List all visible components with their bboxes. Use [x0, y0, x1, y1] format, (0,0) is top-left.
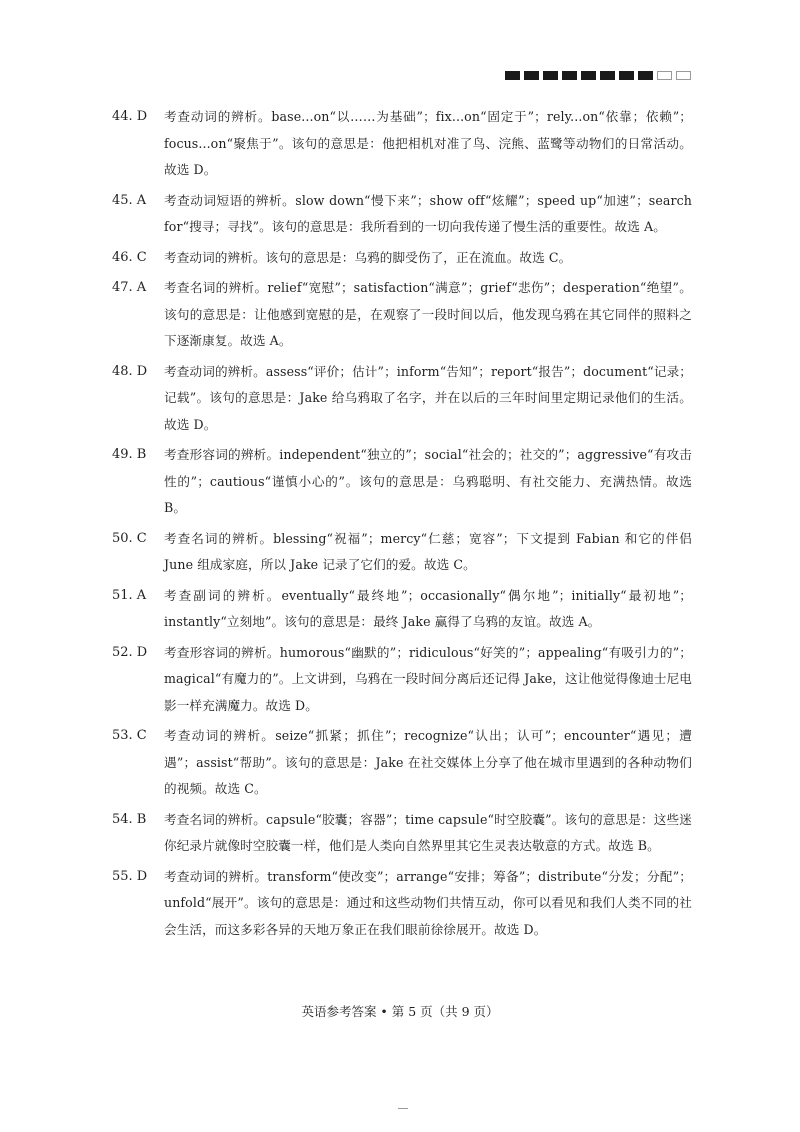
answer-number: 49. B	[112, 447, 147, 462]
progress-mark-filled	[600, 71, 615, 80]
progress-mark-filled	[524, 71, 539, 80]
answer-explanation: 考查形容词的辨析。independent“独立的”；social“社会的；社交的”；aggressive“有攻击性的”；cautious“谨慎小心的”。该句的意思是：乌鸦聪明、有社交能力、充满热情。故选 B。	[164, 447, 692, 515]
answer-explanation: 考查动词的辨析。transform“使改变”；arrange“安排；筹备”；distribute“分发；分配”；unfold“展开”。该句的意思是：通过和这些动物们共情互动，你可以看见和我们人类不同的社会生活，而这多彩各异的天地万象正在我们眼前徐徐展开。故选 D。	[164, 868, 692, 937]
progress-mark-filled	[619, 71, 634, 80]
scan-artifact-mark	[398, 1108, 408, 1109]
page-progress-marks	[505, 71, 691, 80]
answer-item	[112, 807, 692, 860]
progress-mark-filled	[562, 71, 577, 80]
answer-number: 50. C	[112, 530, 147, 546]
answer-item	[112, 864, 692, 944]
progress-mark-filled	[543, 71, 558, 80]
answer-explanation: 考查副词的辨析。eventually“最终地”；occasionally“偶尔地”；initially“最初地”；instantly“立刻地”。该句的意思是：最终 Jake 赢得了乌鸦的友谊。故选 A。	[164, 587, 692, 629]
answer-list	[112, 104, 692, 947]
progress-mark-filled	[638, 71, 653, 80]
answer-number: 44. D	[112, 109, 148, 124]
answer-explanation: 考查名词的辨析。blessing“祝福”；mercy“仁慈；宽容”；下文提到 Fabian 和它的伴侣 June 组成家庭，所以 Jake 记录了它们的爱。故选 C。	[164, 530, 692, 572]
answer-explanation: 考查动词的辨析。assess“评价；估计”；inform“告知”；report“报告”；document“记录；记载”。该句的意思是：Jake 给乌鸦取了名字，并在以后的三年时间里定期记录他们的生活。故选 D。	[164, 363, 692, 432]
answer-number: 46. C	[112, 249, 147, 265]
answer-item	[112, 245, 692, 272]
answer-item	[112, 275, 692, 355]
answer-number: 53. C	[112, 728, 147, 743]
answer-number: 51. A	[112, 587, 147, 603]
progress-mark-empty	[657, 71, 672, 80]
answer-number: 48. D	[112, 363, 148, 379]
progress-mark-empty	[676, 71, 691, 80]
answer-item	[112, 442, 692, 522]
answer-number: 45. A	[112, 192, 147, 208]
answer-explanation: 考查名词的辨析。capsule“胶囊；容器”；time capsule“时空胶囊”。该句的意思是：这些迷你纪录片就像时空胶囊一样，他们是人类向自然界里其它生灵表达敬意的方式。故选 B。	[164, 811, 692, 853]
answer-item	[112, 359, 692, 439]
answer-item	[112, 104, 692, 184]
page-footer: 英语参考答案 • 第 5 页（共 9 页）	[301, 1004, 499, 1019]
answer-number: 47. A	[112, 280, 147, 295]
answer-explanation: 考查动词的辨析。seize“抓紧；抓住”；recognize“认出；认可”；encounter“遇见；遭遇”；assist“帮助”。该句的意思是：Jake 在社交媒体上分享了他在城市里遇到的各种动物们的视频。故选 C。	[164, 728, 692, 796]
answer-explanation: 考查动词短语的辨析。slow down“慢下来”；show off“炫耀”；speed up“加速”；search for“搜寻；寻找”。该句的意思是：我所看到的一切向我传递了慢生活的重要性。故选 A。	[164, 192, 692, 234]
answer-item	[112, 583, 692, 636]
answer-explanation: 考查动词的辨析。base...on“以……为基础”；fix...on“固定于”；rely...on“依靠；依赖”； focus...on“聚焦于”。该句的意思是：他把相机对准了鸟、浣熊、蓝鹭等动物们的日常活动。故选 D。	[164, 109, 692, 177]
answer-item	[112, 723, 692, 803]
answer-explanation: 考查动词的辨析。该句的意思是：乌鸦的脚受伤了，正在流血。故选 C。	[164, 249, 572, 265]
answer-item	[112, 188, 692, 241]
answer-item	[112, 640, 692, 720]
answer-item	[112, 526, 692, 579]
progress-mark-filled	[505, 71, 520, 80]
answer-number: 54. B	[112, 811, 147, 827]
answer-explanation: 考查形容词的辨析。humorous“幽默的”；ridiculous“好笑的”；appealing“有吸引力的”；magical“有魔力的”。上文讲到，乌鸦在一段时间分离后还记得 Jake，这让他觉得像迪士尼电影一样充满魔力。故选 D。	[164, 644, 692, 713]
answer-number: 55. D	[112, 868, 148, 884]
answer-number: 52. D	[112, 644, 148, 660]
answer-explanation: 考查名词的辨析。relief“宽慰”；satisfaction“满意”；grief“悲伤”；desperation“绝望”。该句的意思是：让他感到宽慰的是，在观察了一段时间以后，他发现乌鸦在其它同伴的照料之下逐渐康复。故选 A。	[164, 280, 692, 348]
progress-mark-filled	[581, 71, 596, 80]
